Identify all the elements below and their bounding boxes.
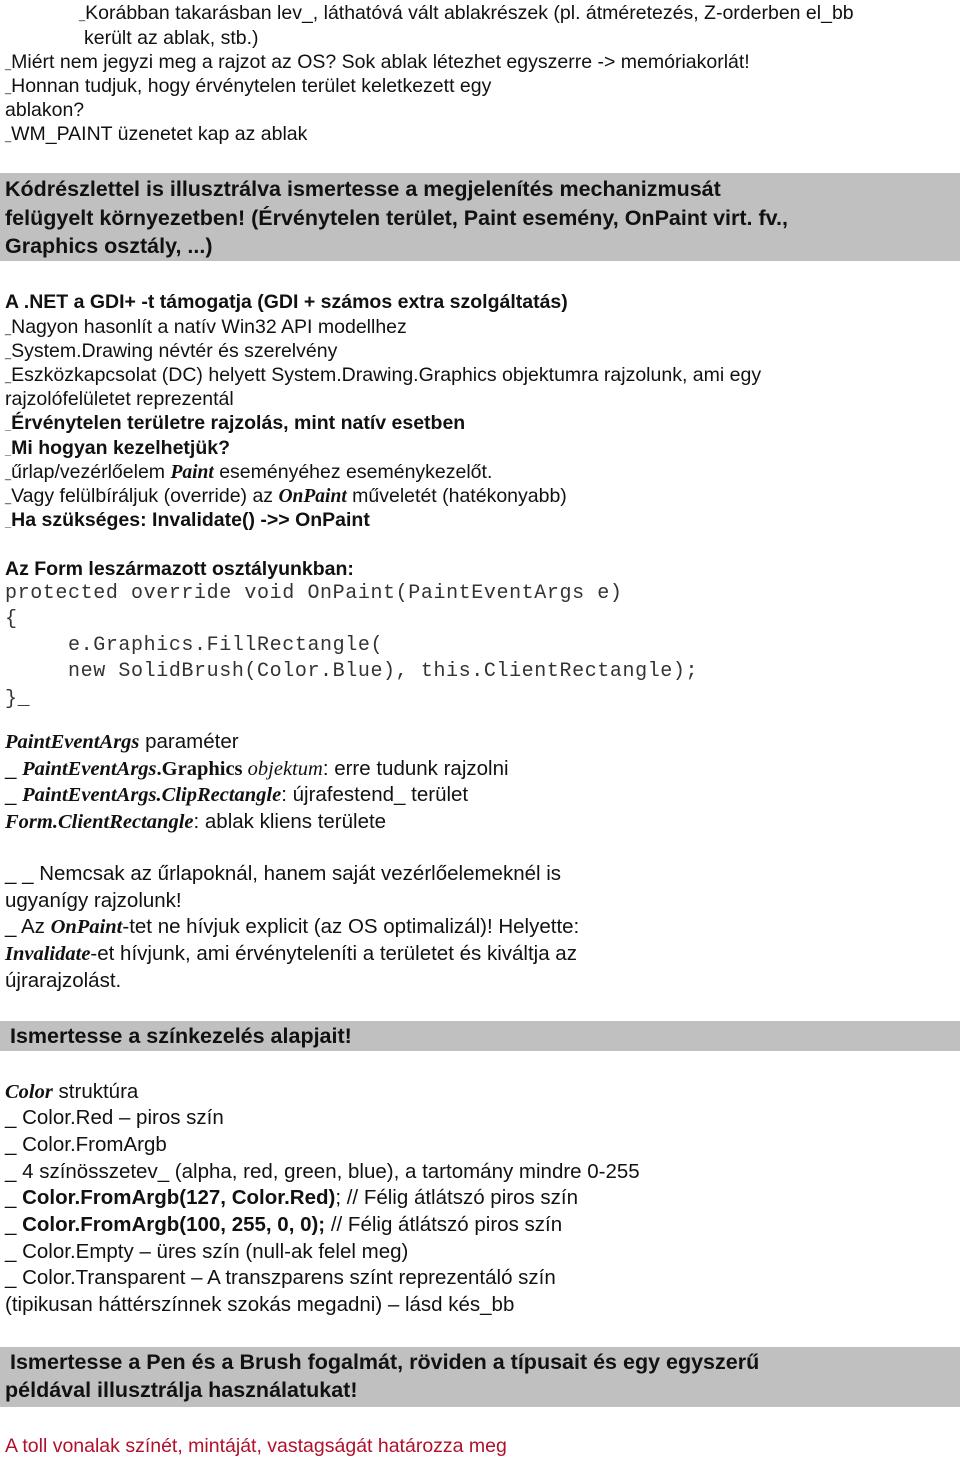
text-line: _ PaintEventArgs.ClipRectangle: újrafestend_ terület <box>5 783 469 806</box>
text-line: _Vagy felülbíráljuk (override) az OnPaint műveletét (hatékonyabb) <box>5 485 567 507</box>
heading-line: Kódrészlettel is illusztrálva ismertesse a megjelenítés mechanizmusát <box>5 177 721 201</box>
text-line: Form.ClientRectangle: ablak kliens területe <box>5 810 387 833</box>
text-line: _ _ Nemcsak az űrlapoknál, hanem saját vezérlőelemeknél is <box>5 862 562 885</box>
text-line: _ Color.Empty – üres szín (null-ak felel meg) <box>5 1240 409 1263</box>
text-line: _Ha szükséges: Invalidate() ->> OnPaint <box>5 509 370 531</box>
question-heading <box>0 173 960 261</box>
text-line: _ Color.FromArgb(100, 255, 0, 0); // Félig átlátszó piros szín <box>5 1213 563 1236</box>
code-heading: Az Form leszármazott osztályunkban: <box>5 558 354 580</box>
text-line: _ 4 színösszetev_ (alpha, red, green, blue), a tartomány mindre 0-255 <box>5 1160 640 1183</box>
heading-line: felügyelt környezetben! (Érvénytelen terület, Paint esemény, OnPaint virt. fv., <box>5 206 788 230</box>
text-line: _System.Drawing névtér és szerelvény <box>5 340 338 362</box>
text-line: rajzolófelületet reprezentál <box>5 388 234 410</box>
text-line: A .NET a GDI+ -t támogatja (GDI + számos extra szolgáltatás) <box>5 291 568 313</box>
heading-line: Ismertesse a Pen és a Brush fogalmát, röviden a típusait és egy egyszerű <box>10 1350 760 1374</box>
text-line: A toll vonalak színét, mintáját, vastagságát határozza meg <box>5 1435 507 1457</box>
heading-line: példával illusztrálja használatukat! <box>5 1378 358 1402</box>
text-line: ugyanígy rajzolunk! <box>5 889 182 912</box>
heading-line: Ismertesse a színkezelés alapjait! <box>10 1024 352 1048</box>
code-line: e.Graphics.FillRectangle( <box>5 634 384 657</box>
code-line: protected override void OnPaint(PaintEventArgs e) <box>5 582 623 605</box>
text-line: újrarajzolást. <box>5 969 122 992</box>
text-line: _ Az OnPaint-tet ne hívjuk explicit (az OS optimalizál)! Helyette: <box>5 915 580 938</box>
text-line: _WM_PAINT üzenetet kap az ablak <box>5 123 308 145</box>
question-heading <box>0 1021 960 1051</box>
text-line: _Korábban takarásban lev_, láthatóvá vált ablakrészek (pl. átméretezés, Z-orderben el_bb <box>79 2 854 24</box>
question-heading <box>0 1347 960 1407</box>
text-line: ablakon? <box>5 99 85 121</box>
code-line: new SolidBrush(Color.Blue), this.ClientRectangle); <box>5 660 699 683</box>
text-line: került az ablak, stb.) <box>84 27 259 49</box>
text-line: _űrlap/vezérlőelem Paint eseményéhez eseménykezelőt. <box>5 461 493 483</box>
text-line: _ Color.FromArgb(127, Color.Red); // Félig átlátszó piros szín <box>5 1186 579 1209</box>
text-line: PaintEventArgs paraméter <box>5 730 239 753</box>
text-line: _Honnan tudjuk, hogy érvénytelen terület keletkezett egy <box>5 75 492 97</box>
text-line: _Érvénytelen területre rajzolás, mint natív esetben <box>5 412 466 434</box>
text-line: _Eszközkapcsolat (DC) helyett System.Drawing.Graphics objektumra rajzolunk, ami egy <box>5 364 762 386</box>
code-line: { <box>5 608 18 631</box>
text-line: _ Color.FromArgb <box>5 1133 167 1156</box>
heading-line: Graphics osztály, ...) <box>5 234 213 258</box>
text-line: Color struktúra <box>5 1080 139 1103</box>
text-line: _ Color.Red – piros szín <box>5 1106 224 1129</box>
text-line: _Miért nem jegyzi meg a rajzot az OS? Sok ablak létezhet egyszerre -> memóriakorlát! <box>5 51 750 73</box>
text-line: _ PaintEventArgs.Graphics objektum: erre tudunk rajzolni <box>5 757 509 780</box>
text-line: _ Color.Transparent – A transzparens színt reprezentáló szín <box>5 1266 556 1289</box>
text-line: _Mi hogyan kezelhetjük? <box>5 437 230 459</box>
text-line: _Nagyon hasonlít a natív Win32 API modellhez <box>5 316 407 338</box>
text-line: Invalidate-et hívjunk, ami érvényteleníti a területet és kiváltja az <box>5 942 577 965</box>
text-line: (tipikusan háttérszínnek szokás megadni) – lásd kés_bb <box>5 1293 515 1316</box>
code-line: }_ <box>5 688 31 711</box>
